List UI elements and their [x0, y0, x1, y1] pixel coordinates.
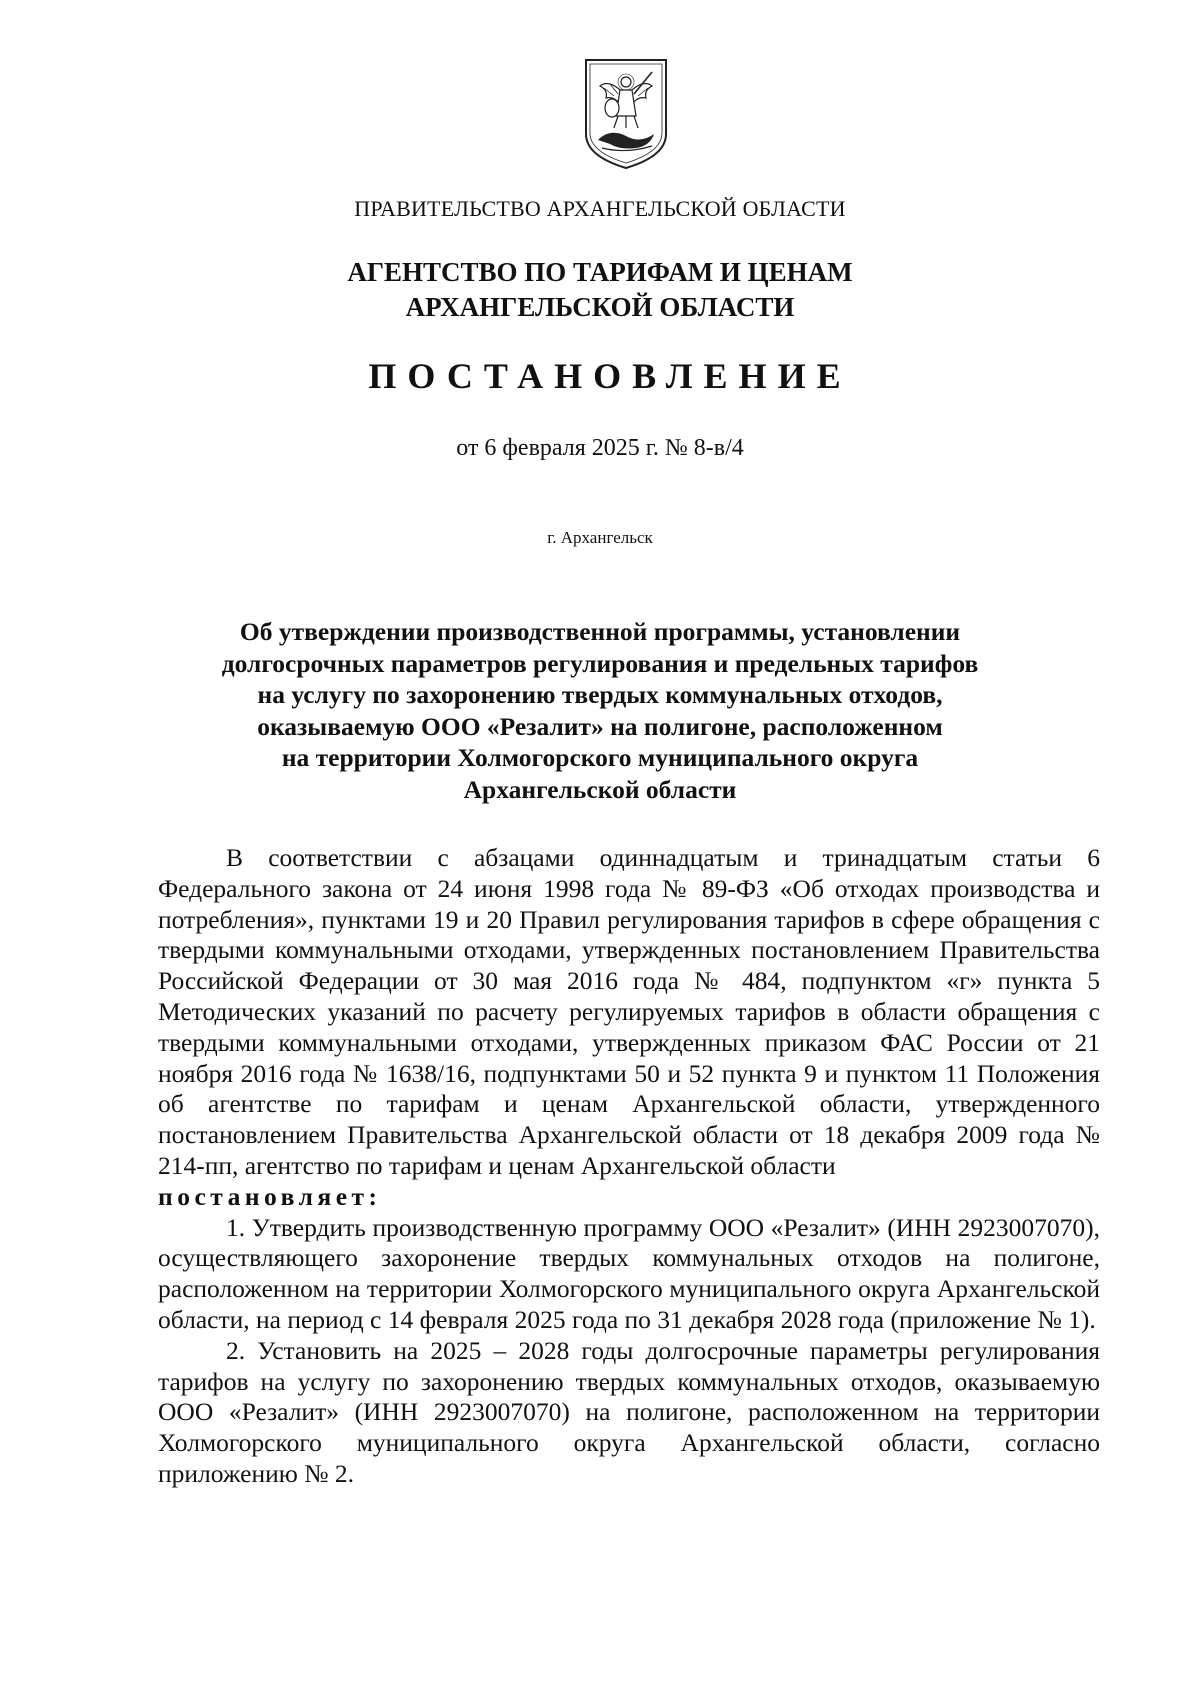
coat-of-arms-icon	[580, 56, 672, 172]
document-type-title: ПОСТАНОВЛЕНИЕ	[368, 356, 852, 396]
subject-line: на услугу по захоронению твердых коммунальных отходов,	[257, 680, 943, 709]
subject-line: на территории Холмогорского муниципального округа	[281, 743, 919, 772]
document-date-number: от 6 февраля 2025 г. № 8-в/4	[456, 435, 744, 461]
item-2-paragraph: 2. Установить на 2025 – 2028 годы долгосрочные параметры регулирования тарифов на услугу по захоронению твердых коммунальных отходов, оказываемую ООО «Резалит» (ИНН 2923007070) на полигоне, расположенном на территории Холмогорского муниципального округа Архангельской области, согласно приложению № 2.	[158, 1335, 1100, 1488]
resolves-keyword: постановляет:	[158, 1181, 382, 1211]
agency-name-line2: АРХАНГЕЛЬСКОЙ ОБЛАСТИ	[405, 292, 795, 322]
subject-line: оказываемую ООО «Резалит» на полигоне, расположенном	[257, 711, 943, 741]
subject-line: Об утверждении производственной программы, установлении	[239, 617, 961, 646]
agency-name-line1: АГЕНТСТВО ПО ТАРИФАМ И ЦЕНАМ	[347, 257, 853, 287]
item-1-paragraph: 1. Утвердить производственную программу ООО «Резалит» (ИНН 2923007070), осуществляющего захоронение твердых коммунальных отходов на полигоне, расположенном на территории Холмогорского муниципального округа Архангельской области, на период с 14 февраля 2025 года по 31 декабря 2028 года (приложение № 1).	[158, 1212, 1100, 1334]
government-name: ПРАВИТЕЛЬСТВО АРХАНГЕЛЬСКОЙ ОБЛАСТИ	[354, 196, 846, 221]
subject-line: Архангельской области	[463, 774, 737, 804]
subject-line: долгосрочных параметров регулирования и предельных тарифов	[221, 648, 979, 678]
document-city: г. Архангельск	[547, 528, 653, 547]
document-body	[158, 843, 1100, 1490]
document-subject	[0, 616, 1200, 805]
preamble-paragraph: В соответствии с абзацами одиннадцатым и тринадцатым статьи 6 Федерального закона от 24 июня 1998 года № 89-ФЗ «Об отходах производства и потребления», пунктами 19 и 20 Правил регулирования тарифов в сфере обращения с твердыми коммунальными отходами, утвержденных постановлением Правительства Российской Федерации от 30 мая 2016 года № 484, подпунктом «г» пункта 5 Методических указаний по расчету регулируемых тарифов в области обращения с твердыми коммунальными отходами, утвержденных приказом ФАС России от 21 ноября 2016 года № 1638/16, подпунктами 50 и 52 пункта 9 и пунктом 11 Положения об агентстве по тарифам и ценам Архангельской области, утвержденного постановлением Правительства Архангельской области от 18 декабря 2009 года № 214-пп, агентство по тарифам и ценам Архангельской области	[158, 843, 1100, 1180]
agency-name	[0, 255, 1200, 325]
